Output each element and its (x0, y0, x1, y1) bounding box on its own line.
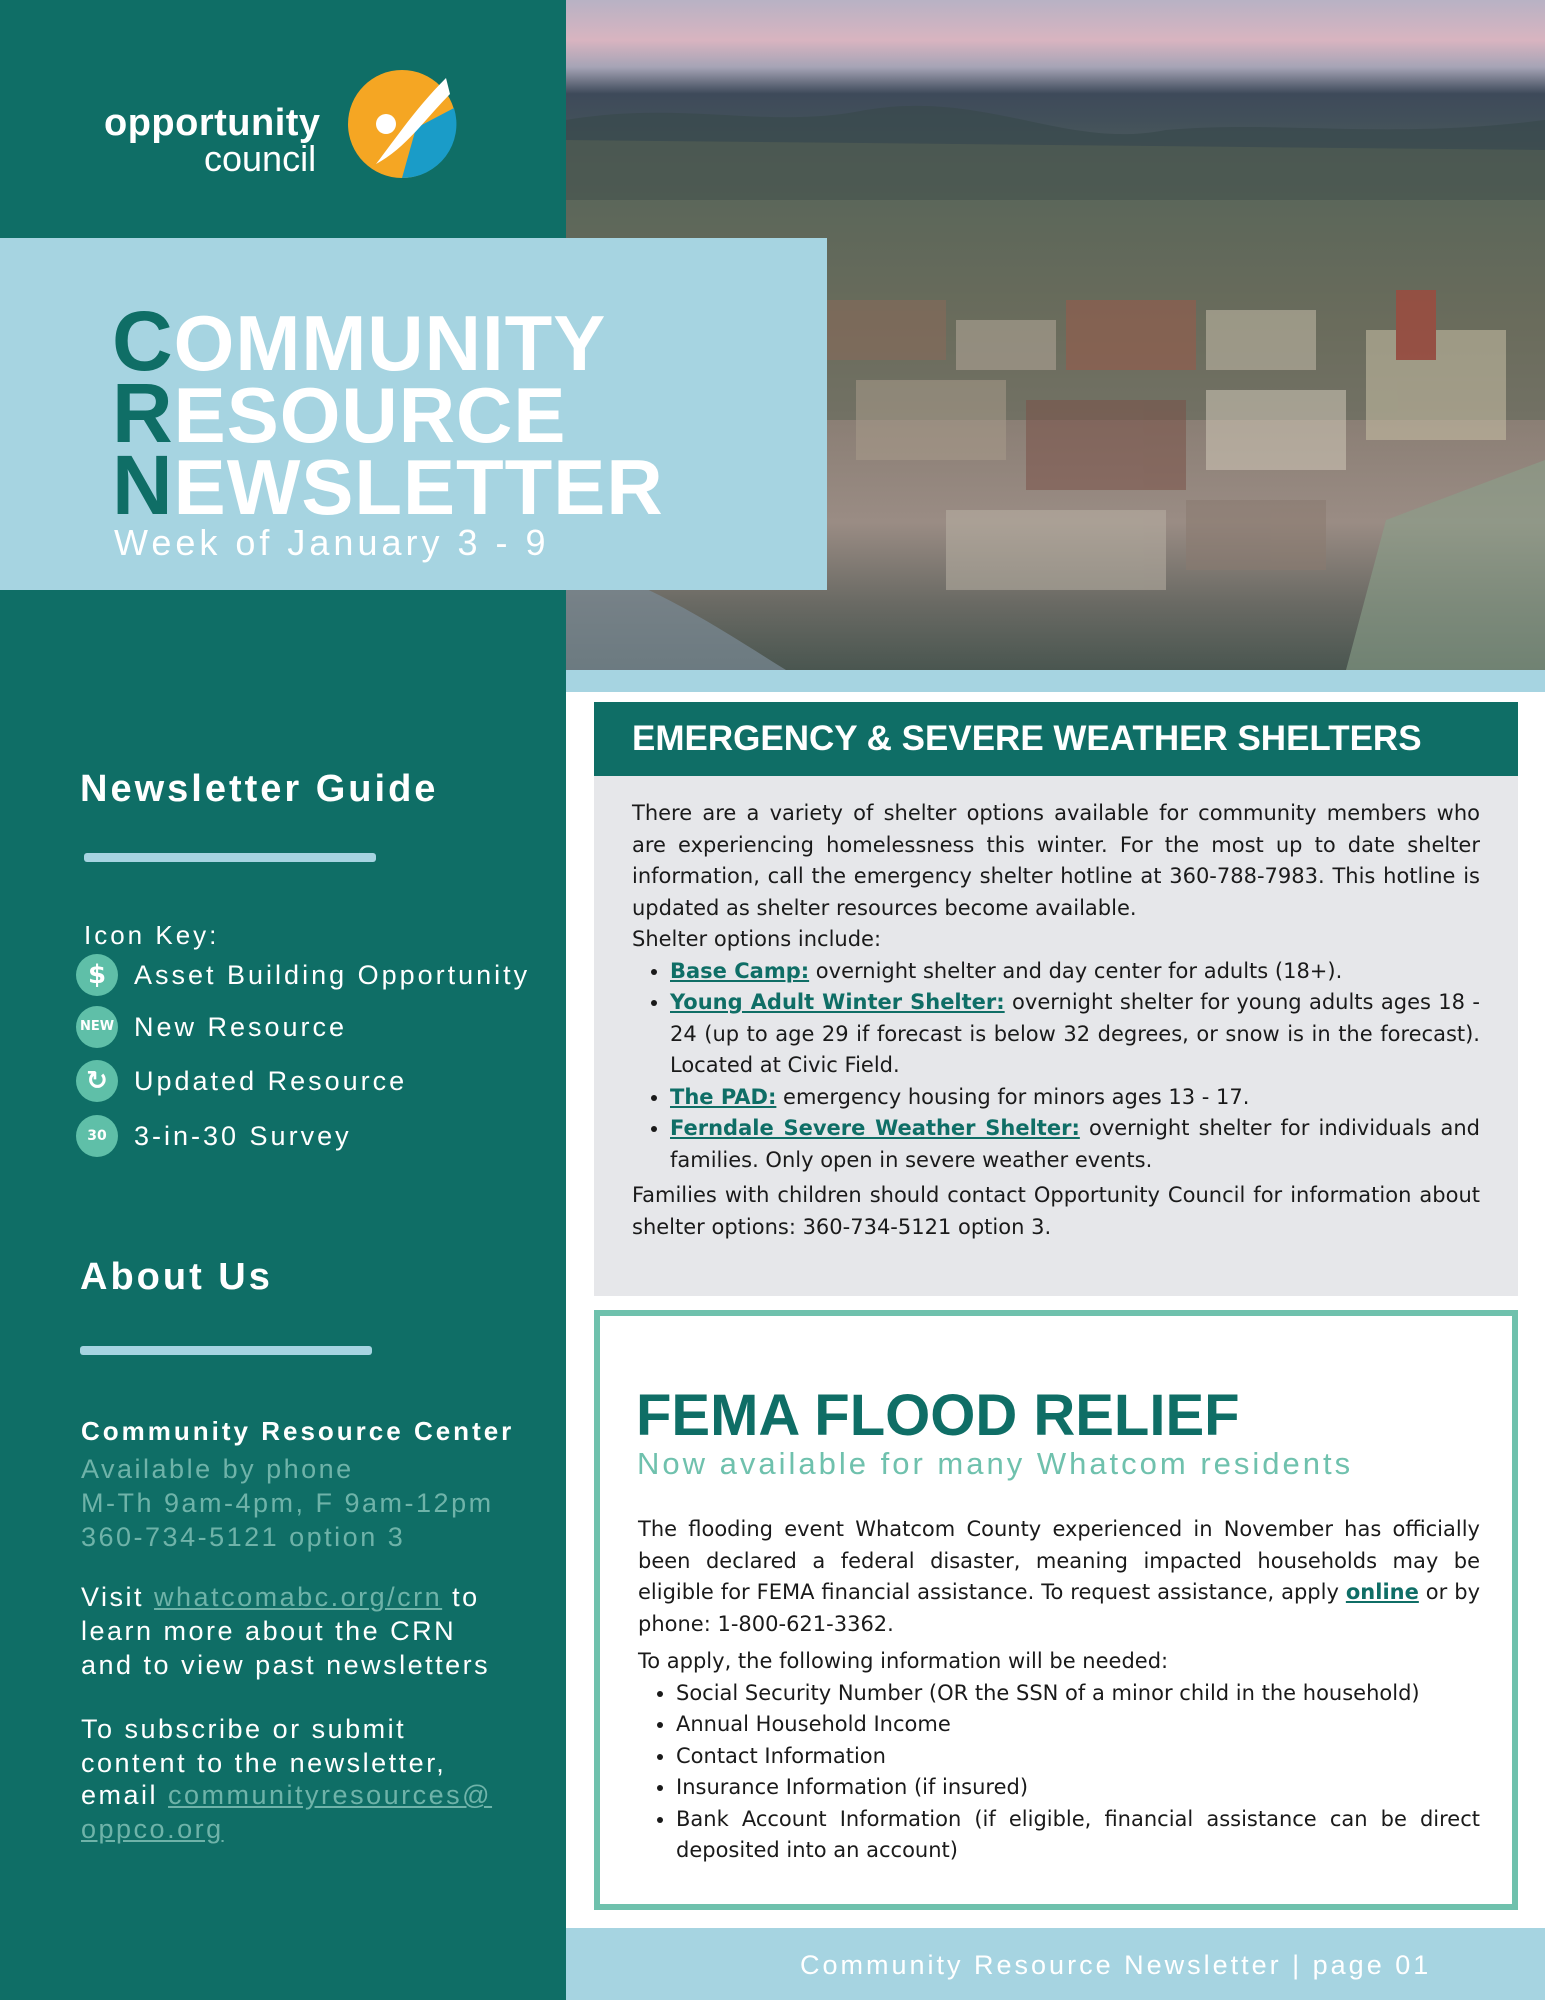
email-line-2 (81, 1814, 224, 1845)
shelter-options-list (632, 956, 1480, 1177)
email-link-domain[interactable]: oppco.org (81, 1814, 224, 1844)
young-adult-shelter-link[interactable]: Young Adult Winter Shelter: (670, 990, 1005, 1014)
new-badge-icon: NEW (76, 1006, 118, 1048)
list-item: • Base Camp: overnight shelter and day center for adults (18+). (670, 956, 1480, 988)
icon-key-label: Icon Key: (84, 920, 220, 950)
fema-online-link[interactable]: online (1345, 1580, 1419, 1604)
fema-heading: FEMA FLOOD RELIEF (636, 1383, 1240, 1448)
list-item: • Bank Account Information (if eligible, financial assistance can be direct deposited into an account) (676, 1804, 1480, 1867)
page-footer (566, 1928, 1545, 2000)
availability-line-1: Available by phone (81, 1454, 354, 1484)
crn-website-link[interactable]: whatcomabc.org/crn (154, 1582, 443, 1612)
fema-subheading: Now available for many Whatcom residents (637, 1446, 1354, 1481)
crc-heading: Community Resource Center (81, 1416, 515, 1446)
logo-text-line1: opportunity (104, 102, 321, 144)
subscribe-line-2: content to the newsletter, (81, 1748, 447, 1778)
logo-text-line2: council (204, 138, 317, 179)
families-note: Families with children should contact Opportunity Council for information about shelter options: 360-734-5121 option 3. (632, 1183, 1480, 1239)
shelter-options-label: Shelter options include: (632, 927, 882, 951)
the-pad-link[interactable]: The PAD: (670, 1084, 777, 1109)
about-divider (80, 1346, 372, 1355)
title-line-resource: RESOURCE (112, 366, 567, 460)
survey-3-in-30-icon: 30 (76, 1115, 118, 1157)
dollar-icon: $ (76, 954, 118, 996)
base-camp-link[interactable]: Base Camp: (670, 958, 810, 983)
shelters-body (632, 798, 1480, 1243)
list-item: • Contact Information (676, 1741, 1480, 1773)
email-line: email communityresources@ (81, 1780, 493, 1810)
visit-line-2: learn more about the CRN (81, 1616, 457, 1646)
list-item: • Ferndale Severe Weather Shelter: overnight shelter for individuals and families. Only open in severe weather events. (670, 1113, 1480, 1176)
title-line-community: COMMUNITY (112, 294, 607, 388)
subscribe-line-1: To subscribe or submit (81, 1714, 407, 1744)
list-item: • Young Adult Winter Shelter: overnight shelter for young adults ages 18 - 24 (up to age 29 if forecast is below 32 degrees, or snow is in the forecast). Located at Civic Field. (670, 987, 1480, 1082)
newsletter-title-band (0, 238, 827, 590)
shelters-intro: There are a variety of shelter options available for community members who are experiencing homelessness this winter. For the most up to date shelter information, call the emergency shelter hotline at 360-788-7983. This hotline is updated as shelter resources become available. (632, 801, 1480, 920)
shelters-heading: EMERGENCY & SEVERE WEATHER SHELTERS (632, 719, 1422, 758)
week-label: Week of January 3 - 9 (114, 522, 550, 563)
list-item: • Social Security Number (OR the SSN of a minor child in the household) (676, 1678, 1480, 1710)
footer-text: Community Resource Newsletter | page 01 (800, 1950, 1432, 1980)
logo-mark-icon (346, 68, 458, 180)
title-line-newsletter: NEWSLETTER (112, 438, 664, 532)
shelters-section (594, 702, 1518, 1296)
list-item: • The PAD: emergency housing for minors ages 13 - 17. (670, 1082, 1480, 1114)
fema-section (594, 1310, 1518, 1910)
guide-divider (84, 853, 376, 862)
list-item: • Annual Household Income (676, 1709, 1480, 1741)
hero-bottom-strip (566, 670, 1545, 692)
visit-line: Visit whatcomabc.org/crn to (81, 1582, 480, 1612)
opportunity-council-logo[interactable] (104, 68, 464, 184)
visit-line-3: and to view past newsletters (81, 1650, 491, 1680)
email-link[interactable]: communityresources@ (168, 1780, 493, 1810)
list-item: • Insurance Information (if insured) (676, 1772, 1480, 1804)
fema-paragraph: The flooding event Whatcom County experienced in November has officially been declared a federal disaster, meaning impacted households may be eligible for FEMA financial assistance. To request assistance, apply online or by phone: 1-800-621-3362. (638, 1517, 1481, 1636)
ferndale-shelter-link[interactable]: Ferndale Severe Weather Shelter: (670, 1116, 1080, 1140)
availability-hours: M-Th 9am-4pm, F 9am-12pm (81, 1488, 494, 1518)
about-us-heading: About Us (80, 1256, 273, 1298)
fema-body (638, 1514, 1480, 1867)
fema-requirements-list (638, 1678, 1480, 1867)
fema-apply-label: To apply, the following information will be needed: (638, 1649, 1169, 1673)
refresh-icon: ↻ (76, 1060, 118, 1102)
availability-phone: 360-734-5121 option 3 (81, 1522, 406, 1552)
shelters-heading-bar (594, 702, 1518, 776)
newsletter-guide-heading: Newsletter Guide (80, 768, 439, 810)
